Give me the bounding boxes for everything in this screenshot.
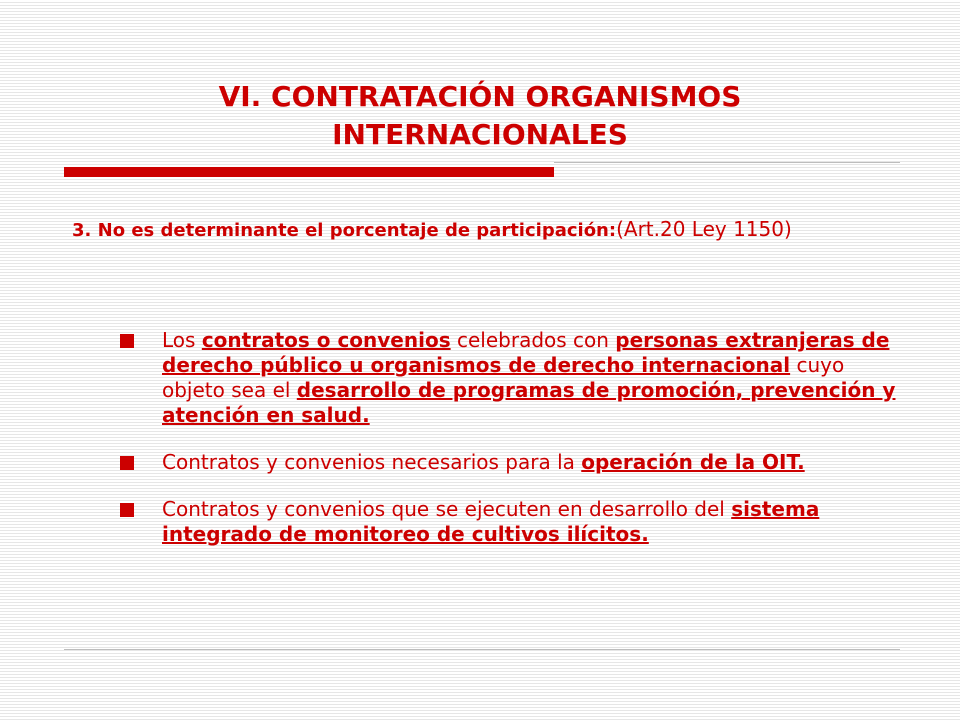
bullet-highlight: desarrollo de programas de promoción, prevención y atención en salud. [162, 378, 896, 427]
bullet-list [118, 328, 898, 547]
slide-title-line2: INTERNACIONALES [332, 118, 628, 151]
footer-divider-line [64, 649, 900, 650]
square-bullet-icon [120, 334, 134, 348]
bullet-highlight: operación de la OIT. [581, 450, 805, 474]
bullet-text: Contratos y convenios que se ejecuten en desarrollo del [162, 497, 732, 521]
slide-title-line1: VI. CONTRATACIÓN ORGANISMOS [218, 80, 742, 113]
subheading-reference: (Art.20 Ley 1150) [616, 217, 792, 241]
bullet-item [118, 497, 898, 547]
slide-title [60, 78, 900, 154]
title-divider-line [554, 162, 900, 163]
subheading-text: 3. No es determinante el porcentaje de participación: [72, 220, 617, 241]
bullet-text: cuyo objeto sea el [162, 353, 845, 402]
bullet-text: Los [162, 328, 202, 352]
bullet-text: Contratos y convenios necesarios para la [162, 450, 582, 474]
bullet-item [118, 328, 898, 428]
bullet-highlight: contratos o convenios [201, 328, 451, 352]
square-bullet-icon [120, 456, 134, 470]
bullet-highlight: sistema integrado de monitoreo de cultivos ilícitos. [162, 497, 820, 546]
title-accent-bar [64, 167, 554, 177]
bullet-text: celebrados con [450, 328, 616, 352]
bullet-item [118, 450, 898, 475]
bullet-highlight: personas extranjeras de derecho público u organismos de derecho internacional [162, 328, 890, 377]
subheading [72, 216, 902, 244]
square-bullet-icon [120, 503, 134, 517]
